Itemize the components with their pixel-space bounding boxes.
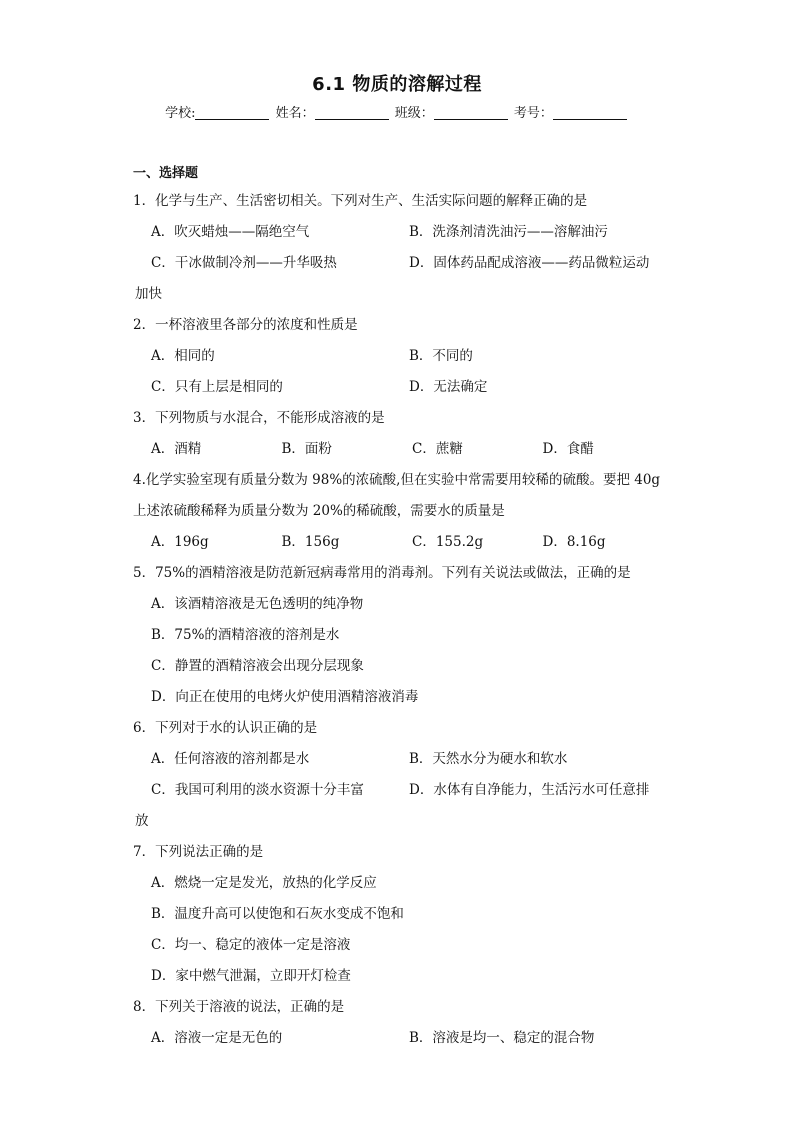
question-2 — [133, 310, 673, 403]
school-blank[interactable] — [195, 105, 269, 120]
question-5 — [133, 558, 673, 713]
question-4 — [133, 465, 673, 558]
question-7 — [133, 837, 673, 992]
option-b[interactable]: B．溶液是均一、稳定的混合物 — [409, 1030, 595, 1046]
option-c[interactable]: C．155.2g — [412, 534, 484, 550]
option-a[interactable]: A．吹灭蜡烛——隔绝空气 — [151, 224, 310, 240]
option-continuation: 加快 — [135, 286, 162, 302]
option-c[interactable]: C．均一、稳定的液体一定是溶液 — [151, 937, 351, 953]
exam-number-blank[interactable] — [553, 105, 627, 120]
school-label: 学校: — [165, 106, 196, 121]
question-stem: 5．75%的酒精溶液是防范新冠病毒常用的消毒剂。下列有关说法或做法，正确的是 — [133, 565, 631, 581]
option-d[interactable]: D．水体有自净能力，生活污水可任意排 — [409, 782, 650, 798]
question-6 — [133, 713, 673, 837]
option-b[interactable]: B．156g — [281, 534, 340, 550]
question-1 — [133, 186, 673, 310]
option-c[interactable]: C．蔗糖 — [412, 441, 463, 457]
question-stem: 7．下列说法正确的是 — [133, 844, 264, 860]
option-c[interactable]: C．我国可利用的淡水资源十分丰富 — [151, 782, 364, 798]
option-b[interactable]: B．75%的酒精溶液的溶剂是水 — [151, 627, 340, 643]
question-stem: 3．下列物质与水混合，不能形成溶液的是 — [133, 410, 385, 426]
question-stem-line-2: 上述浓硫酸稀释为质量分数为 20%的稀硫酸，需要水的质量是 — [133, 503, 505, 519]
option-a[interactable]: A．溶液一定是无色的 — [151, 1030, 283, 1046]
section-heading: 一、选择题 — [133, 166, 199, 181]
option-b[interactable]: B．不同的 — [409, 348, 473, 364]
question-stem: 6．下列对于水的认识正确的是 — [133, 720, 318, 736]
option-c[interactable]: C．只有上层是相同的 — [151, 379, 283, 395]
name-blank[interactable] — [315, 105, 389, 120]
question-3 — [133, 403, 673, 465]
option-a[interactable]: A．燃烧一定是发光，放热的化学反应 — [151, 875, 377, 891]
option-b[interactable]: B．面粉 — [281, 441, 332, 457]
question-stem-line-1: 4.化学实验室现有质量分数为 98%的浓硫酸,但在实验中常需要用较稀的硫酸。要把 40g — [133, 472, 661, 488]
class-blank[interactable] — [434, 105, 508, 120]
page-title: 6.1 物质的溶解过程 — [312, 74, 482, 95]
question-stem: 8．下列关于溶液的说法，正确的是 — [133, 999, 345, 1015]
option-d[interactable]: D．无法确定 — [409, 379, 488, 395]
student-info-line — [0, 102, 794, 121]
option-d[interactable]: D．食醋 — [542, 441, 594, 457]
name-label: 姓名： — [275, 106, 315, 121]
question-list — [133, 162, 673, 1054]
option-b[interactable]: B．天然水分为硬水和软水 — [409, 751, 568, 767]
option-c[interactable]: C．静置的酒精溶液会出现分层现象 — [151, 658, 364, 674]
option-a[interactable]: A．任何溶液的溶剂都是水 — [151, 751, 310, 767]
option-d[interactable]: D．固体药品配成溶液——药品微粒运动 — [409, 255, 650, 271]
question-stem: 2．一杯溶液里各部分的浓度和性质是 — [133, 317, 358, 333]
option-a[interactable]: A．196g — [151, 534, 209, 550]
option-a[interactable]: A．酒精 — [151, 441, 202, 457]
option-d[interactable]: D．向正在使用的电烤火炉使用酒精溶液消毒 — [151, 689, 419, 705]
option-c[interactable]: C．干冰做制冷剂——升华吸热 — [151, 255, 337, 271]
option-a[interactable]: A．该酒精溶液是无色透明的纯净物 — [151, 596, 364, 612]
option-b[interactable]: B．温度升高可以使饱和石灰水变成不饱和 — [151, 906, 404, 922]
exam-number-label: 考号： — [513, 106, 553, 121]
option-a[interactable]: A．相同的 — [151, 348, 215, 364]
option-continuation: 放 — [135, 813, 149, 829]
option-b[interactable]: B．洗涤剂清洗油污——溶解油污 — [409, 224, 608, 240]
class-label: 班级： — [394, 106, 434, 121]
option-d[interactable]: D．8.16g — [542, 534, 606, 550]
question-stem: 1．化学与生产、生活密切相关。下列对生产、生活实际问题的解释正确的是 — [133, 193, 588, 209]
option-d[interactable]: D．家中燃气泄漏，立即开灯检查 — [151, 968, 351, 984]
question-8 — [133, 992, 673, 1054]
